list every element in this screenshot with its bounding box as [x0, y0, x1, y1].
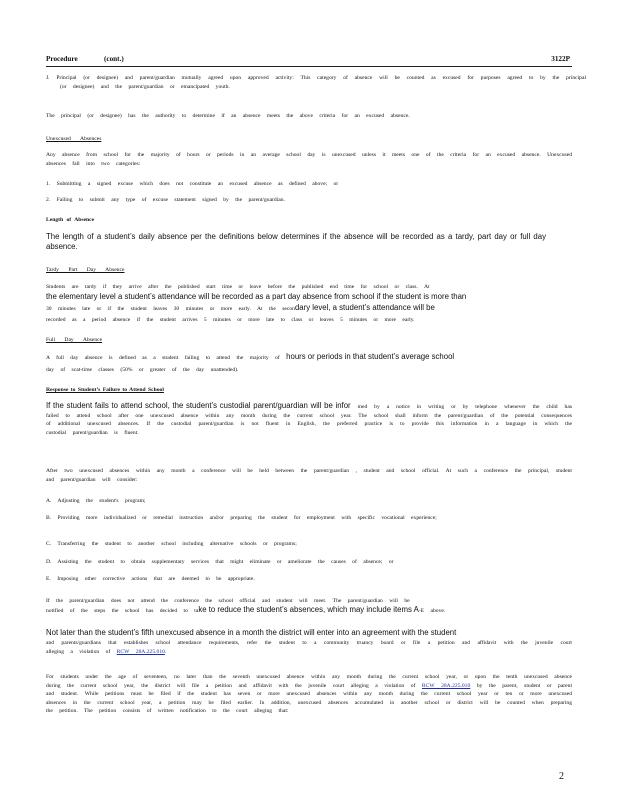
length-paragraph: The length of a student’s daily absence per the definitions below determines if the absence will be recorded as a tardy, part day or full day absence. — [46, 232, 546, 251]
fifth-absence-line-2 — [46, 639, 572, 656]
authority-paragraph: The principal (or designee) has the authority to determine if an absence meets the above criteria for an excused absence. — [46, 113, 410, 119]
after-two-item-d: D. Assisting the student to obtain supplementary services that might eliminate or ameliorate the causes of absence; or — [46, 559, 394, 565]
tardy-line-2: the elementary level a student’s attendance will be recorded as a part day absence from school if the student is more than — [46, 292, 467, 301]
tardy-line-3a: 30 minutes late or if the student leaves 30 minutes or more early. At the secon — [46, 306, 295, 312]
tardy-heading: Tardy Part Day Absence — [46, 267, 125, 273]
not-attend-line-2a: notified of the steps the school has decided to ta — [46, 608, 199, 614]
not-attend-line-2c: -E above. — [418, 608, 446, 614]
not-attend-line-2b: ke to reduce the student’s absences, which may include items A — [198, 605, 419, 614]
procedure-label: Procedure — [46, 55, 78, 63]
after-two-paragraph: After two unexcused absences within any month a conference will be held between the parent/guardian , student and school official. At such a conference the principal, student and parent/guardian will consider: — [46, 468, 572, 483]
after-two-item-c: C. Transferring the student to another school including alternative schools or programs; — [46, 541, 297, 547]
not-attend-line-2 — [46, 606, 572, 616]
not-attend-line-1: If the parent/guardian does not attend the conference the school official and student will meet. The parent/guardian will be — [46, 598, 410, 604]
response-line-1b: med by a notice in writing or by — [357, 404, 469, 410]
tardy-line-1: Students are tardy if they arrive after the published start time or leave before the published end time for school or class. At — [46, 284, 430, 290]
unexcused-heading: Unexcused Absences — [46, 136, 102, 142]
response-rest: telephone whenever the child has failed to attend school after one unexcused absence within any month during the current school year. The school shall inform the parent/guardian of the potential consequences of additional unexcused absences. If the custodial parent/guardian is not fluent in English, the preferred practice is to provide this information in a language in which the custodial parent/guardian is fluent. — [46, 404, 572, 436]
students-under-part-2: by the parent, student or parent and student. While petitions must be filed if the student has seven or more unexcused absences within any month during the current school year or ten or more unexcused absences in the current school year, a petition may be filed earlier. In addition, unexcused absences accumulated in another school or district will be counted when preparing the petition. The petition consists of written notification to the court alleging that: — [46, 682, 572, 715]
students-under-paragraph — [46, 673, 572, 716]
unexcused-item-1: 1. Submitting a signed excuse which does not constitute an excused absence as defined above; or — [46, 181, 339, 187]
full-day-line-2: day of scat-time classes (50% or greater of the day unattended). — [46, 367, 239, 373]
fifth-absence-line-1: Not later than the student’s fifth unexcused absence in a month the district will enter into an agreement with the student — [46, 628, 457, 637]
full-day-line-1a: A full day absence is defined as a student failing to attend the majority of — [46, 355, 280, 361]
item-j: J. Principal (or designee) and parent/guardian mutually agreed upon approved activity: This category of absence will be counted as excused for purposes agreed to by the principal (or designee) and the parent/guardian or emancipated youth. — [46, 75, 586, 90]
fifth-absence-end: . — [164, 648, 167, 655]
after-two-item-e: E. Imposing other corrective actions that are deemed to be appropriate. — [46, 576, 255, 582]
tardy-line-3 — [46, 304, 572, 314]
rcw-link-2[interactable]: RCW 28A.225.010 — [421, 682, 471, 689]
unexcused-intro: Any absence from school for the majority of hours or periods in an average school day is unexcused unless it meets one of the criteria for an excused absence. Unexcused absences fall into two categories: — [46, 152, 572, 167]
rcw-link-1[interactable]: RCW 28A.225.010 — [116, 648, 165, 655]
length-heading: Length of Absence — [46, 217, 95, 223]
after-two-item-a: A. Adjusting the student's program; — [46, 498, 146, 504]
unexcused-item-2: 2. Failing to submit any type of excuse statement signed by the parent/guardian. — [46, 197, 285, 203]
after-two-item-b: B. Providing more individualized or remedial instruction and/or preparing the student for employment with specific vocational experience; — [46, 515, 437, 521]
students-under-part-1: For students under the age of seventeen, no later than the seventh unexcused absence within any month during the current school year, or upon the tenth unexcused absence during the current school year, the district will file a petition and affidavit with the juvenile court alleging a violation of — [46, 674, 572, 689]
full-day-heading: Full Day Absence — [46, 337, 103, 343]
page-number: 2 — [559, 771, 564, 782]
procedure-header — [46, 55, 572, 67]
cont-label: (cont.) — [104, 55, 124, 63]
full-day-line-1 — [46, 353, 572, 363]
response-line-1a: If the student fails to attend school, the student’s custodial parent/guardian will be infor — [46, 401, 351, 410]
fifth-absence-text: and parents/guardians that establishes school attendance requirements, refer the student to a community truancy board or file a petition and affidavit with the juvenile court alleging a violation of — [46, 640, 572, 655]
response-heading: Response to Student’s Failure to Attend School — [46, 387, 164, 393]
tardy-line-3b: dary level, a student’s attendance will be — [294, 303, 435, 312]
tardy-line-4: recorded as a period absence if the student arrives 5 minutes or more late to class or leaves 5 minutes or more early. — [46, 317, 415, 323]
full-day-line-1b: hours or periods in that student’s average school — [286, 352, 455, 361]
policy-number: 3122P — [551, 55, 570, 63]
response-paragraph — [46, 402, 572, 437]
